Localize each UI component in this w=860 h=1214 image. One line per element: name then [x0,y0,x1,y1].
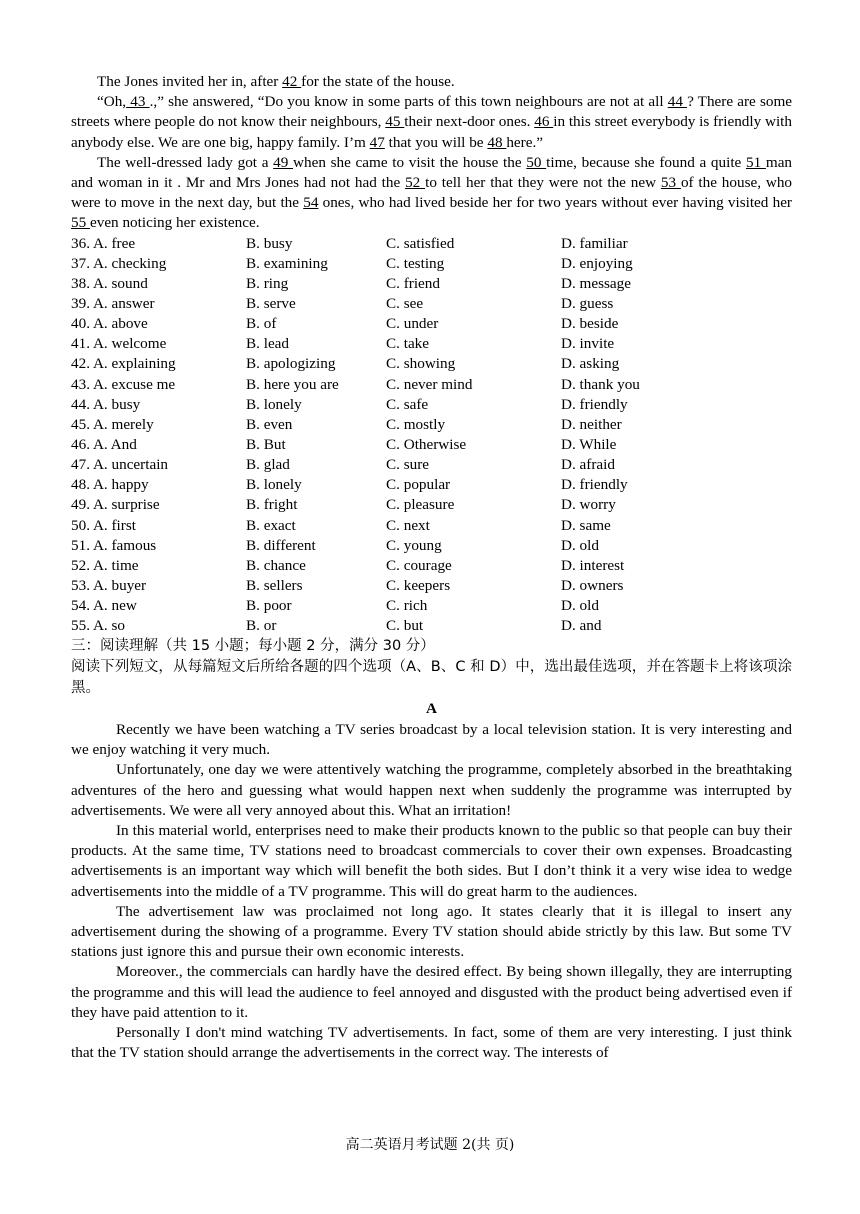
option-choice: D. old [561,536,599,554]
option-row [71,536,792,556]
option-choice: D. friendly [561,476,628,494]
option-row [71,334,792,354]
option-choice: C. mostly [386,415,446,433]
option-choice: 44. A. busy [71,395,141,413]
option-choice: B. even [246,415,293,433]
option-row [71,375,792,395]
option-choice: D. beside [561,315,619,333]
text: The Jones invited her in, after [97,73,283,90]
blank-51: 51 [745,153,766,171]
text: “Oh, [97,93,127,111]
option-row [71,455,792,475]
option-choice: C. sure [386,456,430,474]
option-row [71,274,792,294]
passage-paragraph: Recently we have been watching a TV series broadcast by a local television station. It is very interesting and we enjoy watching it very much. [71,720,792,759]
option-choice: B. apologizing [246,355,336,373]
option-choice: B. of [246,315,277,333]
text: man and woman in it . Mr and Mrs Jones had not had the [71,153,793,192]
option-choice: D. guess [561,295,614,313]
option-choice: D. invite [561,335,615,353]
passage-paragraph: In this material world, enterprises need to make their products known to the public so that people can buy their products. At the same time, TV stations need to broadcast commercials to cover their own expenses. Broadcasting advertisements is an important way which will benefit the both sides. But I don’t think it a very wise idea to wedge advertisements into the middle of a TV programme. This will do great harm to the audiences. [71,821,792,900]
option-choice: D. neither [561,415,622,433]
text: time, because she found a quite [546,153,746,171]
option-choice: C. keepers [386,577,451,595]
passage-paragraph: Unfortunately, one day we were attentively watching the programme, completely absorbed in the breathtaking adventures of the hero and guessing what would happen next when suddenly the programme was interrupted by advertisements. We were all very annoyed about this. What an irritation! [71,761,792,819]
cloze-paragraph-2 [71,92,792,153]
option-choice: D. thank you [561,375,640,393]
option-choice: D. enjoying [561,254,633,272]
blank-50: 50 [526,153,547,171]
option-choice: C. but [386,617,424,635]
option-row [71,516,792,536]
option-choice: 48. A. happy [71,476,149,494]
text: for the state of the house. [301,73,455,90]
option-choice: D. message [561,274,632,292]
blank-43: 43 [126,93,150,111]
option-choice: 49. A. surprise [71,496,160,514]
option-choice: C. friend [386,274,440,292]
blank-49: 49 [273,153,294,171]
option-choice: B. here you are [246,375,339,393]
option-choice: C. pleasure [386,496,455,514]
text: that you will be [384,133,488,151]
option-choice: B. lonely [246,476,302,494]
option-choice: B. fright [246,496,298,514]
blank-47: 47 [369,133,385,151]
option-row [71,596,792,616]
option-choice: D. and [561,617,602,635]
option-choice: 39. A. answer [71,295,155,313]
option-row [71,415,792,435]
passage-paragraph: The advertisement law was proclaimed not long ago. It states clearly that it is illegal to insert any advertisement during the showing of a programme. Every TV station should abide strictly by this law. But some TV stations just ignore this and pursue their own economic interests. [71,902,792,961]
option-choice: B. poor [246,597,292,615]
text: in this street everybody is friendly with anybody else. We are one big, happy family. I’m [71,113,792,151]
option-choice: B. sellers [246,577,303,595]
option-choice: B. ring [246,274,289,292]
option-choice: C. satisfied [386,234,455,252]
option-choice: C. take [386,335,430,353]
page-footer: 高二英语月考试题 2(共 页) [345,1137,515,1153]
option-choice: 47. A. uncertain [71,456,169,474]
text: here.” [506,133,543,151]
option-choice: B. serve [246,295,296,313]
blank-53: 53 [660,174,681,192]
answer-options-list [71,234,792,637]
blank-45: 45 [385,113,405,131]
option-choice: D. afraid [561,456,615,474]
option-row [71,254,792,274]
option-choice: D. old [561,597,599,615]
option-choice: 38. A. sound [71,274,148,292]
option-choice: 36. A. free [71,234,136,252]
option-choice: B. exact [246,516,296,534]
blank-44: 44 [667,93,688,111]
option-choice: D. While [561,436,617,454]
text: their next-door ones. [404,113,535,131]
option-choice: 42. A. explaining [71,355,176,373]
blank-54: 54 [303,194,319,212]
option-row [71,475,792,495]
cloze-paragraph-1 [71,72,792,92]
option-choice: B. But [246,436,286,454]
option-choice: D. friendly [561,395,628,413]
blank-42: 42 [282,73,302,90]
text: when she came to visit the house the [293,153,527,171]
text: to tell her that they were not the new [425,174,661,192]
option-row [71,294,792,314]
option-choice: D. interest [561,556,625,574]
option-row [71,234,792,254]
option-row [71,395,792,415]
blank-46: 46 [534,113,554,131]
option-choice: C. under [386,315,439,333]
option-choice: B. or [246,617,277,635]
passage-paragraph: Moreover., the commercials can hardly have the desired effect. By being shown illegally, they are interrupting the programme and this will lead the audience to feel annoyed and disgusted with the product being advertised even if they have paid attention to it. [71,963,792,1021]
passage-letter: A [426,700,437,718]
option-row [71,314,792,334]
cloze-paragraph-3 [71,153,792,234]
option-choice: C. next [386,516,430,534]
option-choice: C. rich [386,597,428,615]
option-choice: C. safe [386,395,429,413]
option-choice: 55. A. so [71,617,126,635]
option-choice: C. Otherwise [386,436,467,454]
option-choice: B. chance [246,556,306,574]
blank-48: 48 [487,133,507,151]
option-choice: 41. A. welcome [71,335,167,353]
passage-paragraph: Personally I don't mind watching TV advertisements. In fact, some of them are very interesting. I just think that the TV station should arrange the advertisements in the correct way. The interests of [71,1023,792,1062]
text: even noticing her existence. [89,214,260,232]
option-choice: B. lonely [246,395,302,413]
option-choice: C. never mind [386,375,473,393]
section-heading: 三：阅读理解（共 15 小题；每小题 2 分，满分 30 分） [71,638,435,655]
option-choice: D. familiar [561,234,628,252]
text: of the house, who were to move in the next day, but the [71,174,793,212]
document-page [71,72,792,1063]
option-choice: D. owners [561,577,624,595]
option-choice: C. see [386,295,424,313]
blank-55: 55 [71,214,90,232]
option-choice: C. young [386,536,442,554]
option-choice: B. glad [246,456,290,474]
option-choice: C. popular [386,476,451,494]
option-choice: 43. A. excuse me [71,375,176,393]
option-choice: D. asking [561,355,620,373]
option-choice: C. courage [386,556,452,574]
option-row [71,435,792,455]
option-choice: B. busy [246,234,293,252]
section-instruction: 阅读下列短文，从每篇短文后所给各题的四个选项（A、B、C 和 D）中，选出最佳选项，并在答题卡上将该项涂黑。 [71,659,792,697]
option-choice: 46. A. And [71,436,137,454]
text: .,” she answered, “Do you know in some parts of this town neighbours are not at all [149,93,668,111]
option-choice: 40. A. above [71,315,148,333]
option-row [71,556,792,576]
option-choice: B. examining [246,254,328,272]
option-choice: B. different [246,536,316,554]
option-choice: 37. A. checking [71,254,167,272]
option-choice: 51. A. famous [71,536,157,554]
option-choice: 53. A. buyer [71,577,147,595]
option-choice: C. showing [386,355,456,373]
option-choice: 54. A. new [71,597,137,615]
option-choice: C. testing [386,254,445,272]
option-choice: 52. A. time [71,556,139,574]
option-choice: 45. A. merely [71,415,154,433]
option-choice: D. same [561,516,611,534]
option-choice: 50. A. first [71,516,136,534]
option-choice: D. worry [561,496,616,514]
option-row [71,616,792,636]
option-row [71,576,792,596]
option-row [71,495,792,515]
text: The well-dressed lady got a [97,153,274,171]
option-row [71,354,792,374]
option-choice: B. lead [246,335,290,353]
blank-52: 52 [405,174,426,192]
text: ones, who had lived beside her for two years without ever having visited her [318,194,792,212]
text: ? There are some streets where people do not know their neighbours, [71,93,792,131]
